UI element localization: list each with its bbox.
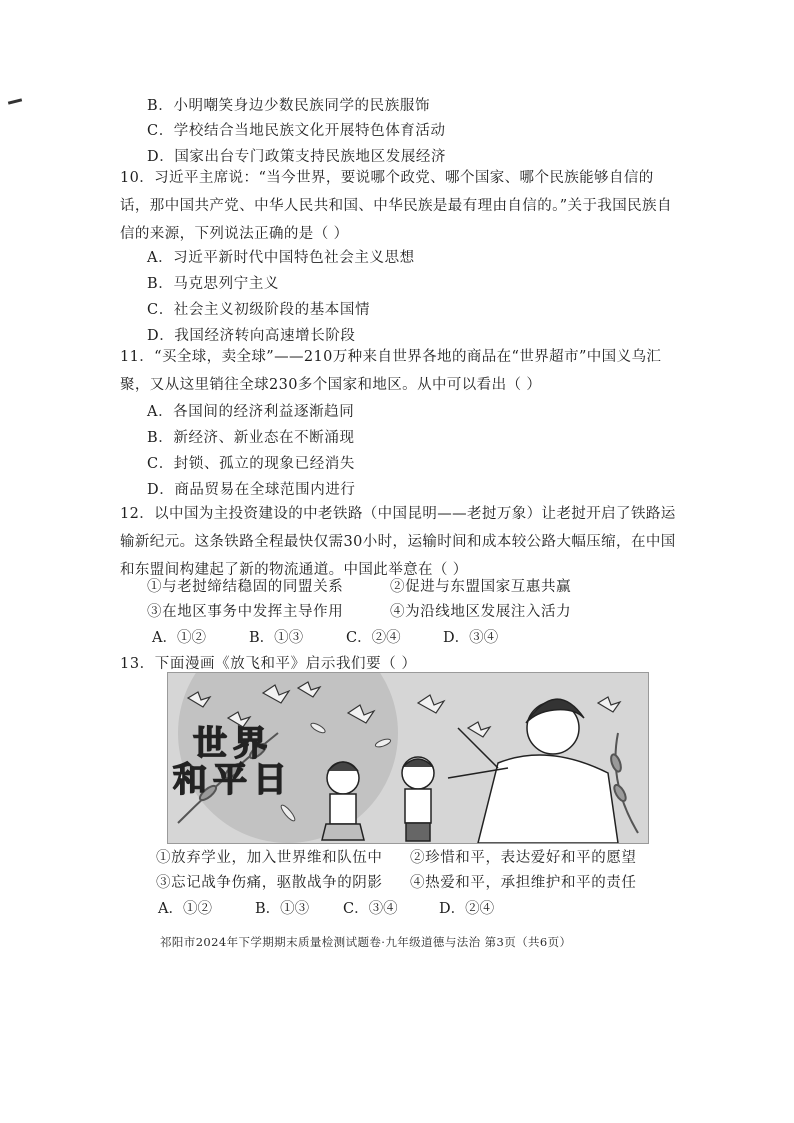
q10-option-a: A．习近平新时代中国特色社会主义思想 [147,250,415,266]
q12-statement-4: ④为沿线地区发展注入活力 [390,604,572,620]
q12-answers [152,628,498,648]
q12-answer-d: D．③④ [443,630,499,646]
q11-option-b: B．新经济、新业态在不断涌现 [147,430,355,446]
q12-statements-row2 [147,602,571,622]
q11-option-a: A．各国间的经济利益逐渐趋同 [147,404,355,420]
q13-statement-3: ③忘记战争伤痛，驱散战争的阴影 [156,875,383,891]
comic-drawing [168,673,648,843]
q13-statement-2: ②珍惜和平，表达爱好和平的愿望 [410,850,637,866]
comic-letter-3: 和 [173,760,207,800]
q10-option-d: D．我国经济转向高速增长阶段 [147,328,356,344]
q10-stem: 10．习近平主席说：“当今世界，要说哪个政党、哪个国家、哪个民族能够自信的话，那中国共产党、中华人民共和国、中华民族是最有理由自信的。”关于我国民族自信的来源，下列说法正确的是（ ） [120,170,672,242]
q13-statement-1: ①放弃学业，加入世界维和队伍中 [156,850,383,866]
page-footer: 祁阳市2024年下学期期末质量检测试题卷·九年级道德与法治 第3页（共6页） [160,935,572,949]
comic-letter-2: 界 [233,724,267,764]
q11-stem: 11．“买全球，卖全球”——210万种来自世界各地的商品在“世界超市”中国义乌汇聚，又从这里销往全球230多个国家和地区。从中可以看出（ ） [120,349,662,393]
comic-letter-4: 平 [213,760,247,800]
scan-mark [8,98,22,104]
q13-statement-4: ④热爱和平，承担维护和平的责任 [410,875,637,891]
q9-option-b: B．小明嘲笑身边少数民族同学的民族服饰 [147,98,431,114]
q12-answer-a: A．①② [152,630,206,646]
q12-statements-row1 [147,577,571,597]
q12-answer-b: B．①③ [249,630,304,646]
q13-answer-b: B．①③ [255,901,310,917]
q12-statement-2: ②促进与东盟国家互惠共赢 [390,579,572,595]
q11-option-d: D．商品贸易在全球范围内进行 [147,482,356,498]
q13-answer-d: D．②④ [439,901,495,917]
q13-answers [158,899,494,919]
q13-statements-row2 [156,873,637,893]
q13-stem: 13．下面漫画《放飞和平》启示我们要（ ） [120,656,417,672]
q12-stem: 12．以中国为主投资建设的中老铁路（中国昆明——老挝万象）让老挝开启了铁路运输新纪元。这条铁路全程最快仅需30小时，运输时间和成本较公路大幅压缩，在中国和东盟间构建起了新的物流通道。中国此举意在（ ） [120,506,676,578]
q12-statement-1: ①与老挝缔结稳固的同盟关系 [147,579,344,595]
q9-option-d: D．国家出台专门政策支持民族地区发展经济 [147,149,447,165]
q12-answer-c: C．②④ [346,630,401,646]
q10-option-c: C．社会主义初级阶段的基本国情 [147,302,371,318]
q10-option-b: B．马克思列宁主义 [147,276,280,292]
q13-statements-row1 [156,848,637,868]
q12-statement-3: ③在地区事务中发挥主导作用 [147,604,344,620]
q9-option-c: C．学校结合当地民族文化开展特色体育活动 [147,123,446,139]
peace-comic-illustration [167,672,649,844]
q13-answer-a: A．①② [158,901,212,917]
q11-option-c: C．封锁、孤立的现象已经消失 [147,456,355,472]
q13-answer-c: C．③④ [343,901,398,917]
comic-letter-5: 日 [253,760,287,800]
comic-letter-1: 世 [193,724,227,764]
